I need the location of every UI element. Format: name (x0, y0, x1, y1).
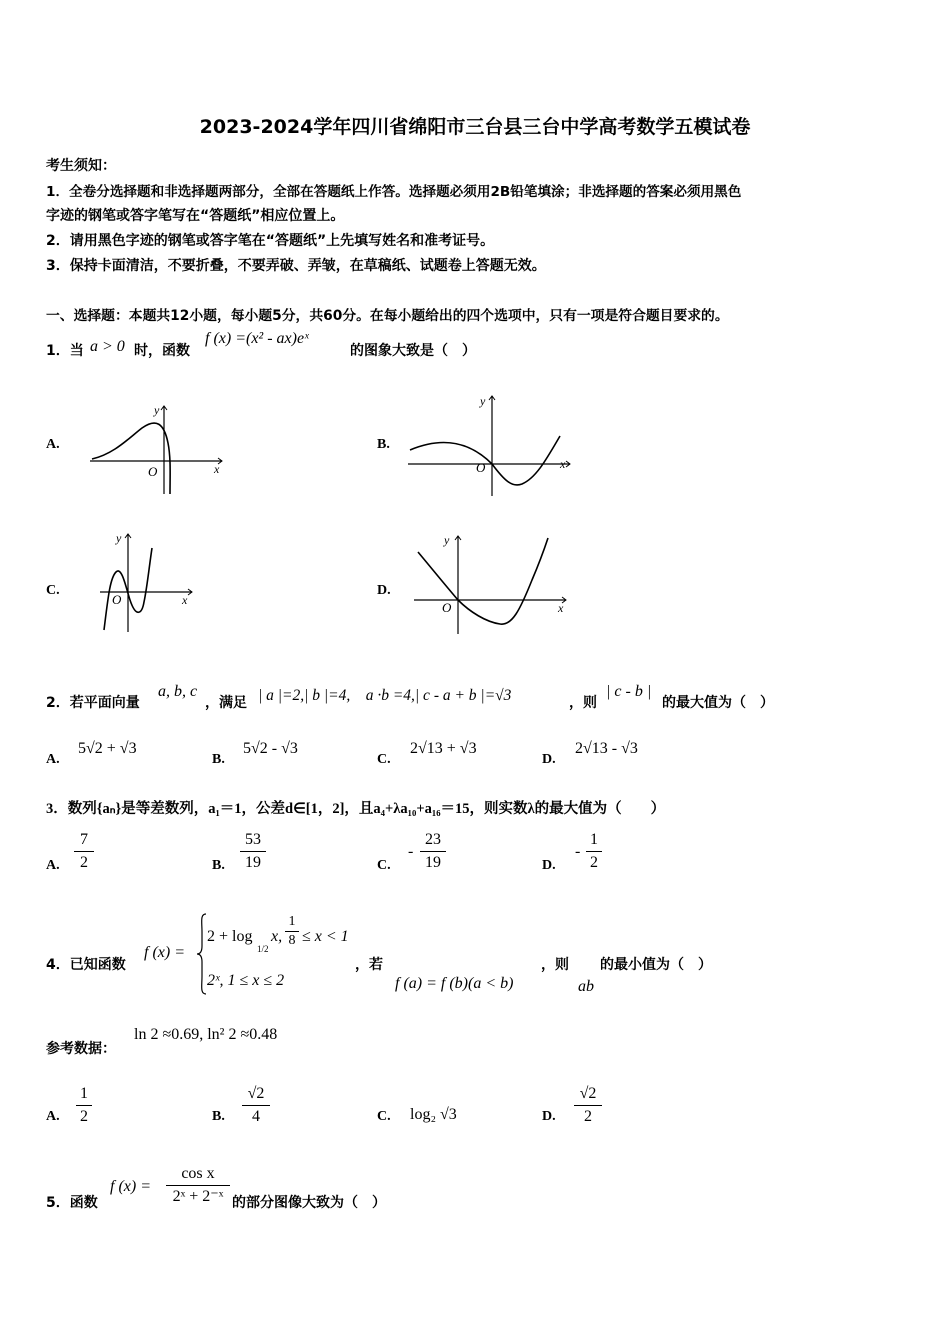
q4-condition: f (a) = f (b)(a < b) (395, 975, 514, 992)
q3-option-a-label[interactable]: A. (46, 858, 60, 873)
axis-y-label: y (480, 394, 486, 408)
q1-graph-d[interactable] (408, 530, 572, 638)
q4-func: f (x) = (144, 944, 185, 961)
axis-x-label: x (214, 462, 220, 476)
q5-fraction (166, 1164, 230, 1207)
axis-x-label: x (560, 457, 566, 471)
q2-vars: a, b, c (158, 683, 198, 700)
q2-option-c-value[interactable]: 2√13 + √3 (410, 740, 477, 757)
notice-heading: 考生须知： (46, 158, 116, 174)
origin-label: O (148, 464, 158, 479)
numerator: √2 (247, 1085, 265, 1102)
denominator: 2 (584, 1108, 592, 1125)
q1-graph-b[interactable] (404, 388, 574, 500)
q1-mid: 时，函数 (134, 343, 190, 359)
section-heading: 一、选择题：本题共12小题，每小题5分，共60分。在每小题给出的四个选项中，只有一项是符合题目要求的。 (46, 308, 729, 324)
q2-option-a-value[interactable]: 5√2 + √3 (78, 740, 137, 757)
q2-mid2: ，则 (569, 695, 597, 711)
q3-option-d-label[interactable]: D. (542, 858, 556, 873)
q4-suffix: 的最小值为（ ） (600, 957, 712, 973)
origin-label: O (442, 600, 452, 615)
q4-option-b-label[interactable]: B. (212, 1109, 225, 1124)
axis-x-label: x (558, 601, 564, 615)
denominator: 2ˣ + 2⁻ˣ (172, 1188, 224, 1205)
numerator: 7 (80, 831, 88, 848)
q2-option-a-label[interactable]: A. (46, 752, 60, 767)
q3-option-d-sign: - (575, 843, 581, 860)
denominator: 4 (252, 1108, 260, 1125)
origin-label: O (112, 592, 122, 607)
q1-option-a-label[interactable]: A. (46, 437, 60, 452)
q4-expr: ab (578, 978, 594, 995)
denominator: 19 (245, 854, 261, 871)
q3-option-d-value[interactable] (586, 830, 602, 873)
numerator: 53 (245, 831, 261, 848)
denominator: 2 (80, 1108, 88, 1125)
q3-option-c-value[interactable] (420, 830, 446, 873)
q4-option-d-value[interactable] (574, 1084, 602, 1127)
q2-suffix: 的最大值为（ ） (662, 695, 774, 711)
q4-option-b-value[interactable] (242, 1084, 270, 1127)
notice-item-2: 2．请用黑色字迹的钢笔或答字笔在“答题纸”上先填写姓名和准考证号。 (46, 233, 495, 249)
numerator: √2 (579, 1085, 597, 1102)
q1-option-b-label[interactable]: B. (377, 437, 390, 452)
q4-case2: 2ˣ, 1 ≤ x ≤ 2 (207, 972, 285, 989)
q4-ref-data: ln 2 ≈0.69, ln² 2 ≈0.48 (134, 1026, 278, 1043)
q4-ref-label: 参考数据： (46, 1041, 116, 1057)
numerator: cos x (181, 1165, 215, 1182)
q2-mid: ，满足 (205, 695, 247, 711)
q2-option-b-value[interactable]: 5√2 - √3 (243, 740, 298, 757)
q4-case1-rest: x, (271, 928, 283, 945)
q5-prefix: 5．函数 (46, 1195, 98, 1211)
q4-case1-ineq: ≤ x < 1 (302, 928, 349, 945)
axis-y-label: y (444, 533, 450, 547)
q5-suffix: 的部分图像大致为（ ） (232, 1195, 386, 1211)
q4-case1-base: 1/2 (257, 944, 269, 954)
numerator: 1 (80, 1085, 88, 1102)
q4-case1-main: 2 + log (207, 928, 253, 945)
q4-if: ，若 (355, 957, 383, 973)
q4-option-a-value[interactable] (76, 1084, 92, 1127)
q2-option-d-label[interactable]: D. (542, 752, 556, 767)
axis-y-label: y (154, 403, 160, 417)
q1-prefix: 1．当 (46, 343, 84, 359)
q4-prefix: 4．已知函数 (46, 957, 126, 973)
q1-graph-c[interactable] (96, 528, 200, 638)
q2-prefix: 2．若平面向量 (46, 695, 140, 711)
q3-text: 3．数列{aₙ}是等差数列，a₁＝1，公差d∈[1，2]，且a₄+λa₁₀+a₁₆＝15，则实数λ的最大值为（ ） (46, 801, 666, 817)
q1-option-d-label[interactable]: D. (377, 583, 391, 598)
q2-option-c-label[interactable]: C. (377, 752, 391, 767)
q4-option-a-label[interactable]: A. (46, 1109, 60, 1124)
q1-suffix: 的图象大致是（ ） (350, 343, 476, 359)
q4-option-c-label[interactable]: C. (377, 1109, 391, 1124)
q3-option-c-sign: - (408, 843, 414, 860)
q4-case1-frac (285, 914, 299, 949)
q1-option-c-label[interactable]: C. (46, 583, 60, 598)
q2-option-d-value[interactable]: 2√13 - √3 (575, 740, 638, 757)
q4-option-d-label[interactable]: D. (542, 1109, 556, 1124)
denominator: 8 (288, 933, 296, 948)
axis-y-label: y (116, 531, 122, 545)
q2-option-b-label[interactable]: B. (212, 752, 225, 767)
q2-condition: | a |=2,| b |=4, a ·b =4,| c - a + b |=√3 (258, 687, 512, 704)
denominator: 19 (425, 854, 441, 871)
q2-expr: | c - b | (606, 683, 652, 700)
q3-option-b-value[interactable] (240, 830, 266, 873)
q4-then: ，则 (541, 957, 569, 973)
q1-condition: a > 0 (90, 338, 125, 355)
notice-item-1: 1．全卷分选择题和非选择题两部分，全部在答题纸上作答。选择题必须用2B铅笔填涂；非选择题的答案必须用黑色 (46, 184, 742, 200)
denominator: 2 (80, 854, 88, 871)
axis-x-label: x (182, 593, 188, 607)
q3-option-b-label[interactable]: B. (212, 858, 225, 873)
numerator: 1 (590, 831, 598, 848)
numerator: 23 (425, 831, 441, 848)
notice-item-3: 3．保持卡面清洁，不要折叠，不要弄破、弄皱，在草稿纸、试题卷上答题无效。 (46, 258, 546, 274)
q1-graph-a[interactable] (84, 398, 234, 498)
denominator: 2 (590, 854, 598, 871)
notice-item-1-cont: 字迹的钢笔或答字笔写在“答题纸”相应位置上。 (46, 208, 345, 224)
q1-function: f (x) =(x² - ax)eˣ (205, 330, 309, 347)
q3-option-a-value[interactable] (74, 830, 94, 873)
numerator: 1 (288, 914, 296, 929)
q5-func: f (x) = (110, 1178, 151, 1195)
q4-option-c-value[interactable]: log₂ √3 (410, 1106, 457, 1123)
origin-label: O (476, 460, 486, 475)
page-title: 2023-2024学年四川省绵阳市三台县三台中学高考数学五模试卷 (199, 116, 751, 138)
q3-option-c-label[interactable]: C. (377, 858, 391, 873)
